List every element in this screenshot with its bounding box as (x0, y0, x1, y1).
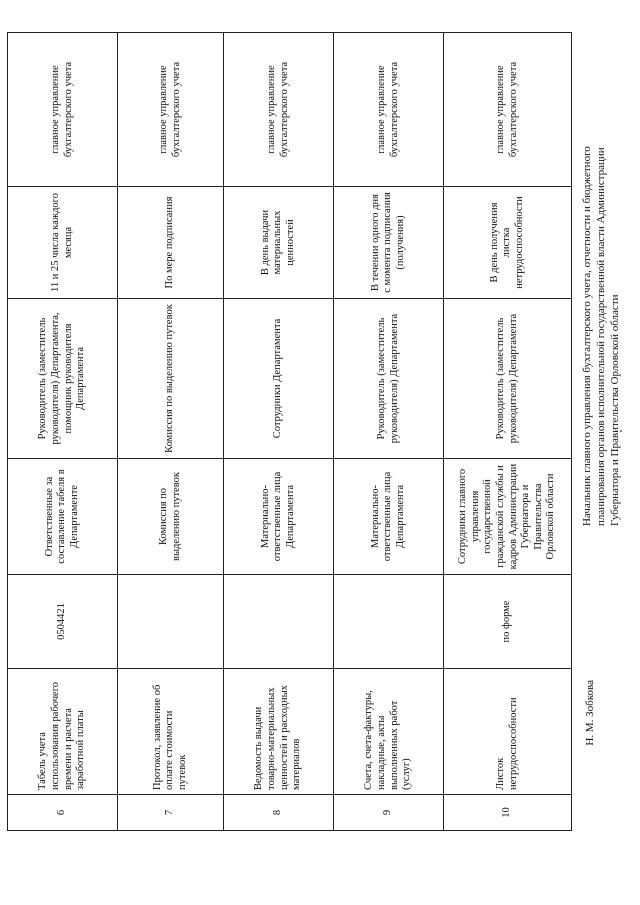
signer: Руководитель (заместитель руководителя) Департамента (444, 299, 572, 459)
row-number: 10 (444, 795, 572, 831)
form-code: 0504421 (8, 575, 118, 669)
signature-position: Начальник главного управления бухгалтерского учета, отчетности и бюджетного планирования органов исполнительной государственной власти Администрации Губернатора и Правительства Орловской области (580, 146, 621, 526)
compiler: Сотрудники главного управления государственной гражданской службы и кадров Администрации Губернатора и Правительства Орловской области (444, 459, 572, 575)
signer: Комиссия по выделению путевок (118, 299, 224, 459)
signature-name: Н. М. Зобкова (584, 680, 596, 746)
signer: Руководитель (заместитель руководителя) Департамента, помощник руководителя Департамента (8, 299, 118, 459)
deadline: В течении одного дня с момента подписания (получения) (334, 187, 444, 299)
compiler: Комиссия по выделению путевок (118, 459, 224, 575)
compiler: Ответственные за составление табеля в Департаменте (8, 459, 118, 575)
document-name: Счета, счета-фактуры, накладные, акты выполненных работ (услуг) (334, 669, 444, 795)
row-number: 8 (224, 795, 334, 831)
compiler: Материально-ответственные лица Департамента (334, 459, 444, 575)
row-number: 9 (334, 795, 444, 831)
document-name: Листок нетрудоспособности (444, 669, 572, 795)
recipient: главное управление бухгалтерского учета (118, 33, 224, 187)
document-name: Протокол, заявление об оплате стоимости путевок (118, 669, 224, 795)
compiler: Материально-ответственные лица Департамента (224, 459, 334, 575)
row-number: 6 (8, 795, 118, 831)
recipient: главное управление бухгалтерского учета (8, 33, 118, 187)
form-code: по форме (444, 575, 572, 669)
document-name: Табель учета использования рабочего времени и расчета заработной платы (8, 669, 118, 795)
deadline: В день выдачи материальных ценностей (224, 187, 334, 299)
recipient: главное управление бухгалтерского учета (224, 33, 334, 187)
recipient: главное управление бухгалтерского учета (334, 33, 444, 187)
row-number: 7 (118, 795, 224, 831)
deadline: По мере подписания (118, 187, 224, 299)
deadline: 11 и 25 числа каждого месяца (8, 187, 118, 299)
recipient: главное управление бухгалтерского учета (444, 33, 572, 187)
scan-speck (620, 430, 622, 432)
document-name: Ведомость выдачи товарно-материальных ценностей и расходных материалов (224, 669, 334, 795)
signer: Руководитель (заместитель руководителя) Департамента (334, 299, 444, 459)
signer: Сотрудники Департамента (224, 299, 334, 459)
deadline: В день получения листка нетрудоспособности (444, 187, 572, 299)
